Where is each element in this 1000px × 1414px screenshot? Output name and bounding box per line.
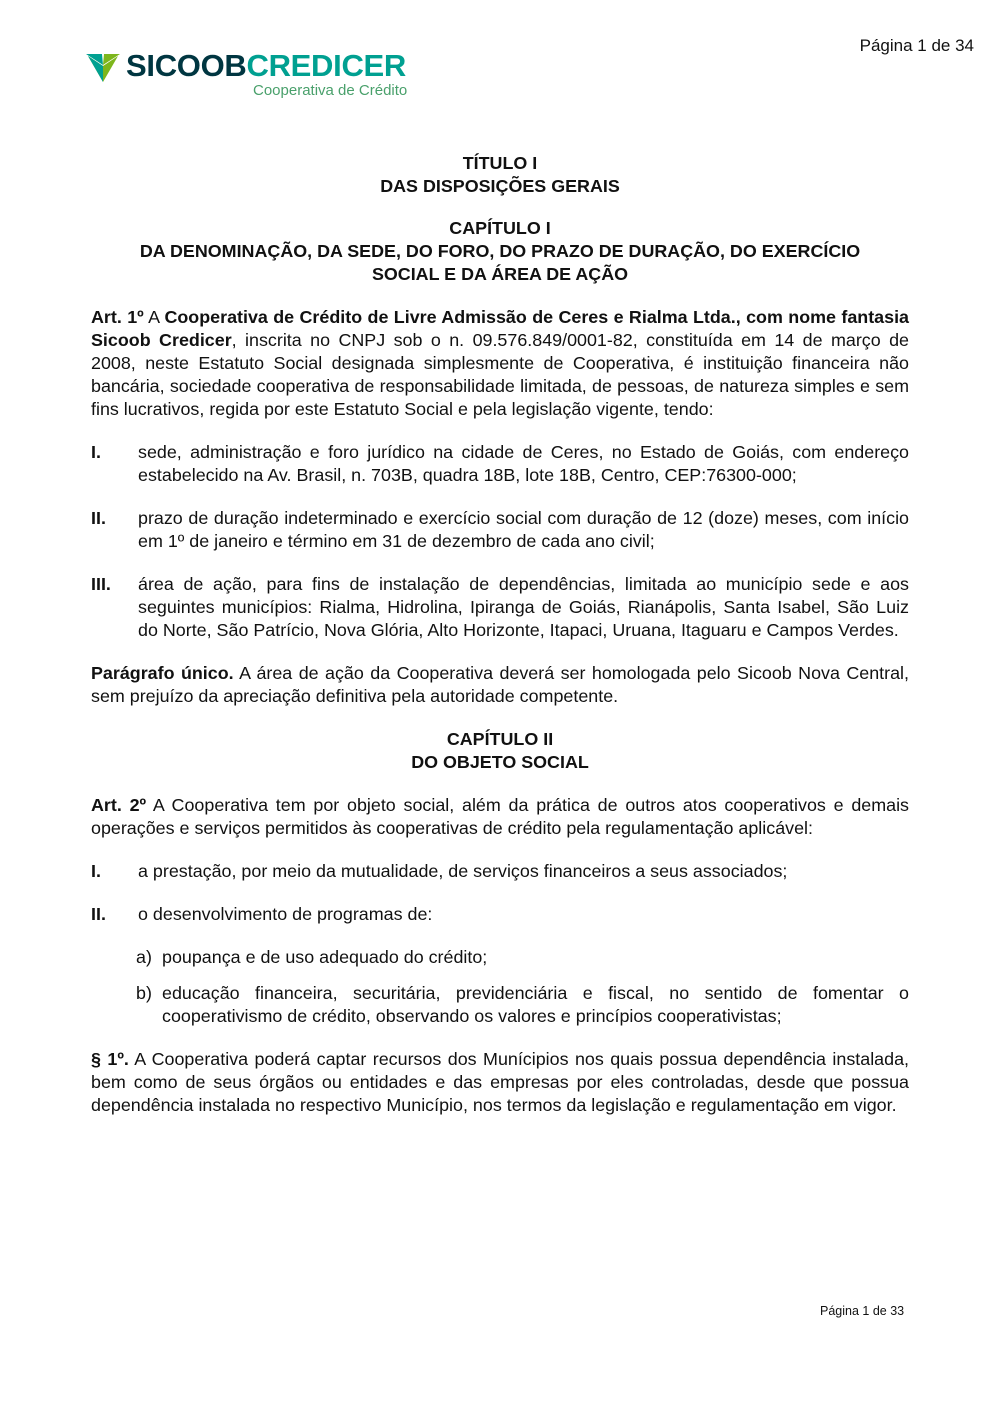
article-2-subitem: b) educação financeira, securitária, previdenciária e fiscal, no sentido de fomentar o cooperativismo de crédito, observando os valores e princípios cooperativistas; (136, 983, 909, 1026)
logo-subtitle: Cooperativa de Crédito (253, 82, 408, 99)
article-2-section-1: § 1º. A Cooperativa poderá captar recursos dos Munícipios nos quais possua dependência instalada, bem como de seus órgãos ou entidades e das empresas por eles controladas, desde que possua dependência instalada no respectivo Município, nos termos da legislação e regulamentação em vigor. (91, 1049, 909, 1115)
article-1-item: III. área de ação, para fins de instalação de dependências, limitada ao município sede e aos seguintes municípios: Rialma, Hidrolina, Ipiranga de Goiás, Rianápolis, Santa Isabel, São Luiz do Norte, São Patrício, Nova Glória, Alto Horizonte, Itapaci, Uruana, Itaguaru e Campos Verdes. (91, 574, 909, 640)
article-2: Art. 2º A Cooperativa tem por objeto social, além da prática de outros atos cooperativos e demais operações e serviços permitidos às cooperativas de crédito pela regulamentação aplicável: (91, 795, 909, 838)
page-number-top: Página 1 de 34 (859, 36, 974, 55)
article-2-subitem: a) poupança e de uso adequado do crédito; (136, 947, 488, 967)
article-2-item: I. a prestação, por meio da mutualidade, de serviços financeiros a seus associados; (91, 861, 788, 881)
chapter-2-heading: CAPÍTULO II DO OBJETO SOCIAL (411, 729, 589, 772)
page-number-bottom: Página 1 de 33 (820, 1304, 905, 1318)
article-1-item: I. sede, administração e foro jurídico na cidade de Ceres, no Estado de Goiás, com endereço estabelecido na Av. Brasil, n. 703B, quadra 18B, lote 18B, Centro, CEP:76300-000; (91, 442, 909, 485)
article-2-item: II. o desenvolvimento de programas de: (91, 904, 433, 924)
sicoob-credicer-logo (86, 50, 416, 102)
document-body (91, 152, 909, 1117)
sicoob-v-icon (86, 52, 120, 82)
article-1-item: II. prazo de duração indeterminado e exercício social com duração de 12 (doze) meses, com início em 1º de janeiro e término em 31 de dezembro de cada ano civil; (91, 508, 909, 551)
article-1-paragraph: Parágrafo único. A área de ação da Cooperativa deverá ser homologada pelo Sicoob Nova Central, sem prejuízo da apreciação definitiva pela autoridade competente. (91, 663, 910, 706)
article-1: Art. 1º A Cooperativa de Crédito de Livre Admissão de Ceres e Rialma Ltda., com nome fantasia Sicoob Credicer, inscrita no CNPJ sob o n. 09.576.849/0001-82, constituída em 14 de março de 2008, neste Estatuto Social designada simplesmente de Cooperativa, é instituição financeira não bancária, sociedade cooperativa de responsabilidade limitada, de pessoas, de natureza simples e sem fins lucrativos, regida por este Estatuto Social e pela legislação vigente, tendo: (91, 307, 910, 419)
logo-wordmark: SICOOBCREDICER (126, 48, 407, 83)
chapter-1-heading: CAPÍTULO I DA DENOMINAÇÃO, DA SEDE, DO FORO, DO PRAZO DE DURAÇÃO, DO EXERCÍCIO SOCIAL E DA ÁREA DE AÇÃO (139, 218, 861, 284)
title-heading: TÍTULO I DAS DISPOSIÇÕES GERAIS (380, 153, 620, 196)
